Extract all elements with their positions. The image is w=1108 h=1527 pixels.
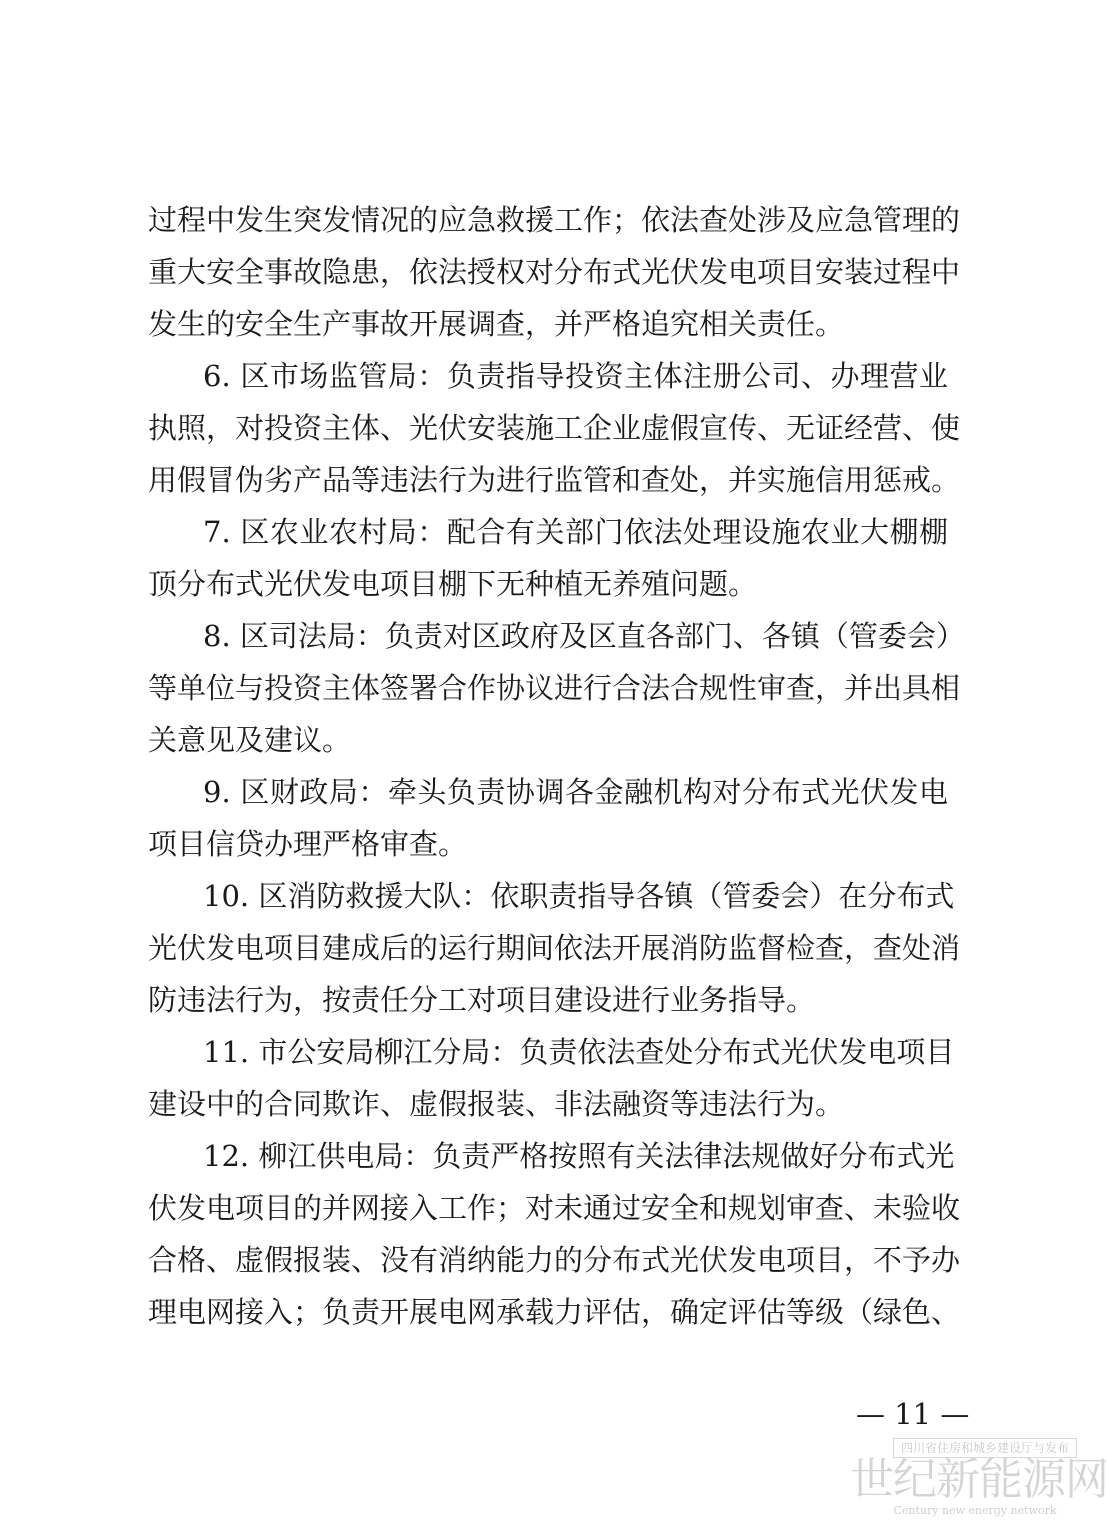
paragraph-11-start: 11. 市公安局柳江分局：负责依法查处分布式光伏发电项目 (203, 1035, 955, 1069)
paragraph-8-start: 8. 区司法局：负责对区政府及区直各部门、各镇（管委会） (203, 619, 965, 653)
body-line: 合格、虚假报装、没有消纳能力的分布式光伏发电项目，不予办 (148, 1243, 961, 1277)
watermark-logo: 世纪新能源网 (850, 1454, 1108, 1505)
body-line: 顶分布式光伏发电项目棚下无种植无养殖问题。 (148, 567, 758, 601)
body-line: 过程中发生突发情况的应急救援工作；依法查处涉及应急管理的 (148, 203, 961, 237)
paragraph-6-start: 6. 区市场监管局：负责指导投资主体注册公司、办理营业 (203, 359, 948, 393)
body-line: 伏发电项目的并网接入工作；对未通过安全和规划审查、未验收 (148, 1191, 961, 1225)
paragraph-12-start: 12. 柳江供电局：负责严格按照有关法律法规做好分布式光 (203, 1139, 955, 1173)
body-line: 用假冒伪劣产品等违法行为进行监管和查处，并实施信用惩戒。 (148, 463, 961, 497)
watermark-caption: 四川省住房和城乡建设厅与发布 (893, 1438, 1077, 1458)
page-number: — 11 — (856, 1397, 970, 1431)
watermark-subtitle: Century new energy network (893, 1504, 1057, 1517)
body-line: 光伏发电项目建成后的运行期间依法开展消防监督检查，查处消 (148, 931, 961, 965)
body-line: 项目信贷办理严格审查。 (148, 827, 468, 861)
paragraph-9-start: 9. 区财政局：牵头负责协调各金融机构对分布式光伏发电 (203, 775, 948, 809)
body-line: 关意见及建议。 (148, 723, 352, 757)
body-line: 等单位与投资主体签署合作协议进行合法合规性审查，并出具相 (148, 671, 961, 705)
body-line: 防违法行为，按责任分工对项目建设进行业务指导。 (148, 983, 816, 1017)
body-line: 理电网接入；负责开展电网承载力评估，确定评估等级（绿色、 (148, 1295, 961, 1329)
body-line: 执照，对投资主体、光伏安装施工企业虚假宣传、无证经营、使 (148, 411, 961, 445)
paragraph-10-start: 10. 区消防救援大队：依职责指导各镇（管委会）在分布式 (203, 879, 955, 913)
body-line: 发生的安全生产事故开展调查，并严格追究相关责任。 (148, 307, 845, 341)
paragraph-7-start: 7. 区农业农村局：配合有关部门依法处理设施农业大棚棚 (203, 515, 948, 549)
body-line: 建设中的合同欺诈、虚假报装、非法融资等违法行为。 (148, 1087, 845, 1121)
body-line: 重大安全事故隐患，依法授权对分布式光伏发电项目安装过程中 (148, 255, 961, 289)
